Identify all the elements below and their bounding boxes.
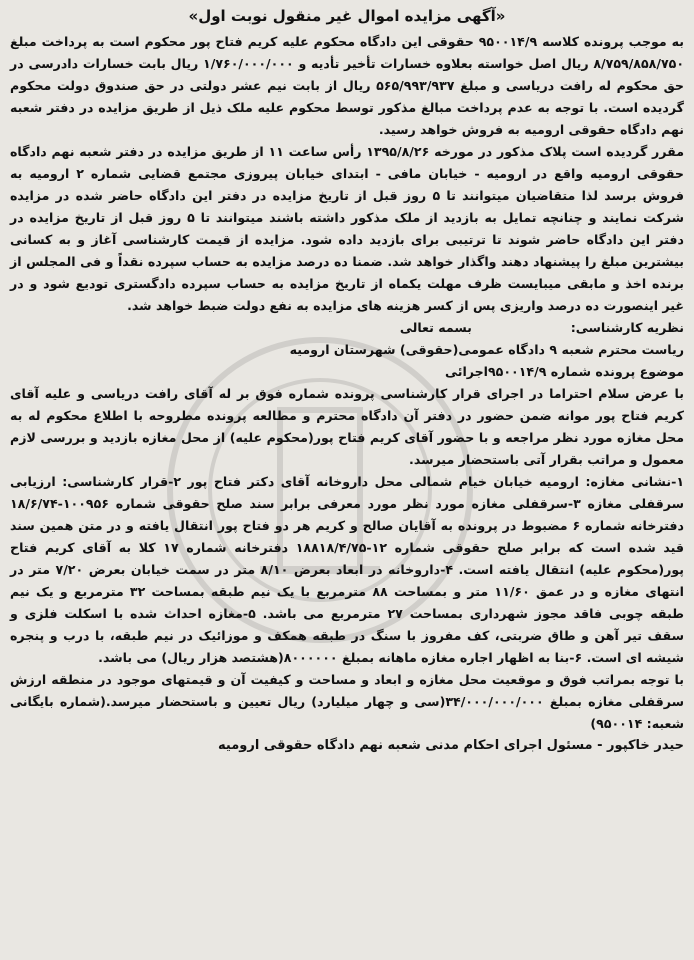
bismillah: بسمه تعالی [399, 320, 472, 335]
addressee-line: ریاست محترم شعبه ۹ دادگاه عمومی(حقوقی) شهرستان ارومیه [289, 342, 684, 357]
paragraph-expert-intro: با عرض سلام احتراما در اجرای قرار کارشناسی پرونده شماره فوق بر له آقای رافت دریاسی و علیه آقای کریم فتاح پور موانه ضمن حضور در دفتر آن دادگاه محترم و مطالعه پرونده مطروحه با اطلاع محکوم له به محل مغازه مورد نظر مراجعه و با حضور آقای کریم فتاح پور(محکوم علیه) از محل مغازه بازدید و بررسی لازم معمول و مراتب بقرار آتی باستحضار میرسد. [10, 386, 684, 467]
expert-heading-label: نظریه کارشناسی: [570, 320, 684, 335]
notice-title: «آگهی مزایده اموال غیر منقول نوبت اول» [188, 7, 506, 25]
paragraph-expert-details: ۱-نشانی مغازه: ارومیه خیابان خیام شمالی محل داروخانه آقای دکتر فتاح پور ۲-قرار کارشناسی: ارزیابی سرقفلی مغازه ۳-سرقفلی مغازه مورد نظر مورد معرفی برابر سند صلح حقوقی شماره ۱۰۰۹۵۶-۱۸/۶/۷۴ دفترخانه شماره ۶ مضبوط در پرونده به آقایان صالح و کریم هر دو فتاح پور انتقال یافته و در متن همین سند قید شده است که برابر صلح حقوقی شماره ۱۲-۱۸۸۱۸/۴/۷۵ دفترخانه شماره ۱۷ کلا به آقای کریم فتاح پور(محکوم علیه) انتقال یافته است. ۴-داروخانه در ابعاد بعرض ۸/۱۰ متر در سمت خیابان بعرض ۷/۲۰ متر در انتهای مغازه و در عمق ۱۱/۶۰ متر و بمساحت ۸۸ مترمربع با یک نیم طبقه بمساحت ۳۲ مترمربع و یک نیم طبقه چوبی فاقد مجوز شهرداری بمساحت ۲۷ مترمربع می باشد. ۵-مغازه احداث شده با اسکلت فلزی و سقف تیر آهن و طاق ضربتی، کف مفروز با سنگ در طبقه همکف و موزائیک در نیم طبقه، با درب و پنجره شیشه ای است. ۶-بنا به اظهار اجاره مغازه ماهانه بمبلغ ۸۰۰۰۰۰۰(هشتصد هزار ریال) می باشد. [10, 474, 685, 665]
subject-line: موضوع پرونده شماره ۹۵۰۰۱۴/۹اجرائی [444, 364, 684, 379]
signature-line: حیدر خاکپور - مسئول اجرای احکام مدنی شعبه نهم دادگاه حقوقی ارومیه [218, 738, 684, 753]
paragraph-auction-terms: مقرر گردیده است پلاک مذکور در مورخه ۱۳۹۵/۸/۲۶ رأس ساعت ۱۱ از طریق مزایده در دفتر شعبه نهم دادگاه حقوقی ارومیه واقع در ارومیه - خیابان مافی - ابتدای خیابان پیروزی مجتمع قضایی شماره ۲ ارومیه به فروش برسد لذا متقاضیان میتوانند تا ۵ روز قبل از تاریخ مزایده در دفتر این دادگاه حاضر شده در مزایده شرکت نمایند و چنانچه تمایل به بازدید از ملک مذکور داشته باشند میتوانند تا ۵ روز قبل از تاریخ مزایده در دفتر این دادگاه حاضر شوند تا ترتیبی برای بازدید داده شود. مزایده از قیمت کارشناسی آغاز و به کسانی بیشترین مبلغ را پیشنهاد دهند واگذار خواهد شد. ضمنا ده درصد مزایده به حساب سپرده نقداً و فی المجلس از برنده اخذ و مابقی میبایست ظرف مهلت یکماه از تاریخ مزایده به حساب سپرده دادگستری تودیع شود و در غیر اینصورت ده درصد واریزی پس از کسر هزینه های مزایده به نفع دولت ضبط خواهد شد. [10, 144, 685, 313]
paragraph-expert-valuation: با توجه بمراتب فوق و موقعیت محل مغازه و ابعاد و مساحت و کیفیت آن و قیمتهای موجود در منطقه ارزش سرقفلی مغازه بمبلغ ۳۴/۰۰۰/۰۰۰/۰۰۰(سی و چهار میلیارد) ریال تعیین و باستحضار میرسد.(شماره بایگانی شعبه: ۹۵۰۰۱۴) [10, 672, 684, 731]
notice-body [10, 31, 684, 757]
expert-heading [10, 317, 684, 339]
paragraph-case-summary: به موجب پرونده کلاسه ۹۵۰۰۱۴/۹ حقوقی این دادگاه محکوم علیه کریم فتاح پور محکوم است به پرداخت مبلغ ۸/۷۵۹/۸۵۸/۷۵۰ ریال اصل خواسته بعلاوه خسارات تأخیر تأدیه و ۱/۷۶۰/۰۰۰/۰۰۰ ریال بابت خسارات دادرسی در حق محکوم له رافت دریاسی و مبلغ ۵۶۵/۹۹۳/۹۳۷ ریال از بابت نیم عشر دولتی در حق صندوق دولت محکوم گردیده است. با توجه به عدم پرداخت مبالغ مذکور توسط محکوم علیه ملک ذیل از طریق مزایده در دفتر شعبه نهم دادگاه حقوقی ارومیه به فروش خواهد رسید. [10, 34, 685, 137]
